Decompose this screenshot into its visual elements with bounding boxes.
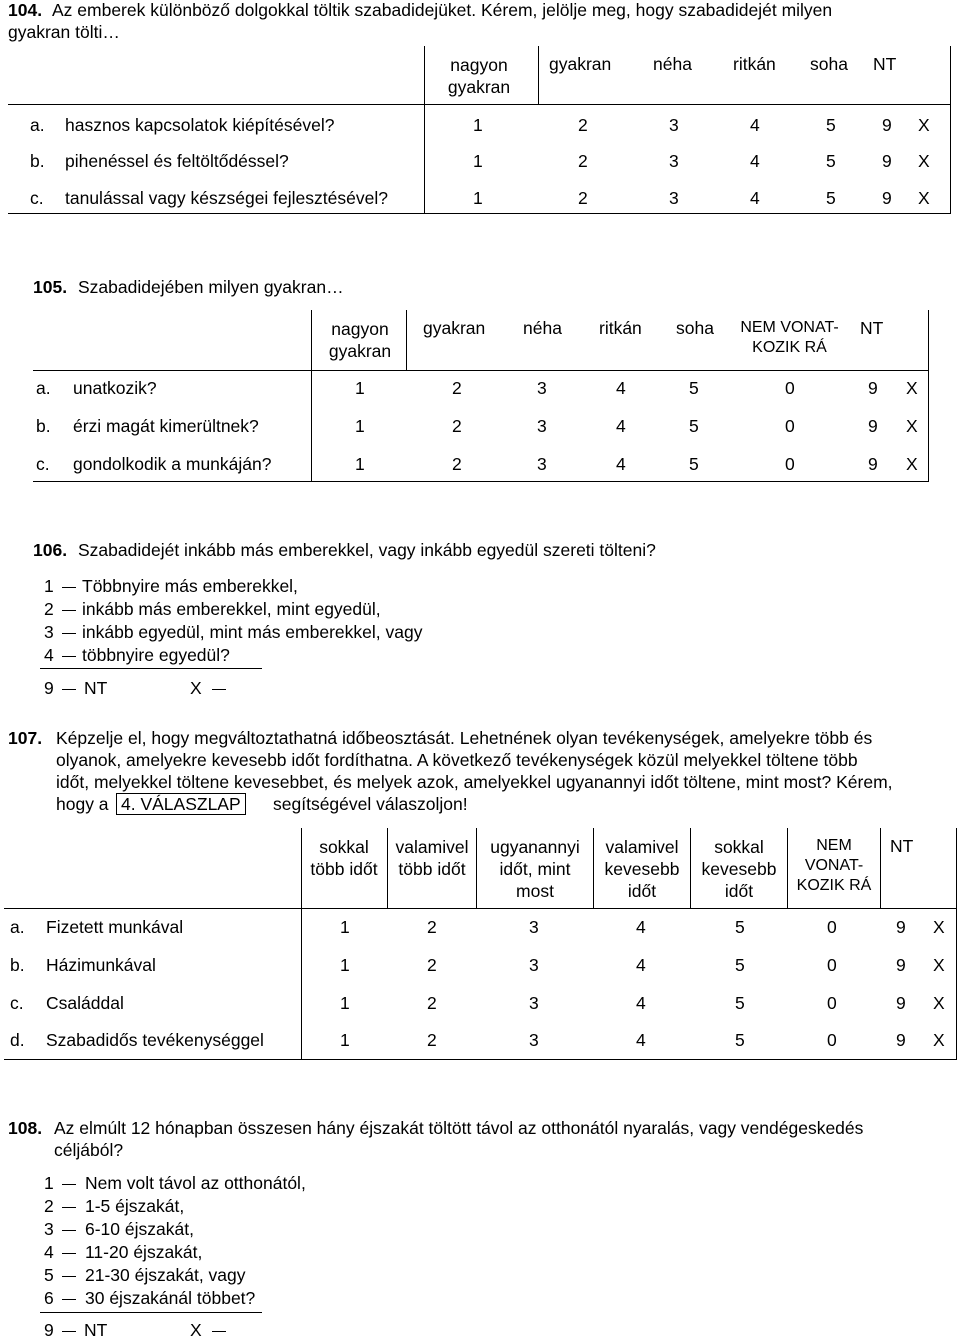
row-letter: c. bbox=[30, 188, 44, 208]
answer-code-x[interactable]: X bbox=[906, 454, 918, 474]
answer-code-9[interactable]: 9 bbox=[882, 151, 892, 171]
answer-code-x[interactable]: X bbox=[933, 917, 945, 937]
answer-code-4[interactable]: 4 bbox=[636, 917, 646, 937]
answer-code-2[interactable]: 2 bbox=[578, 188, 588, 208]
answer-code-0[interactable]: 0 bbox=[785, 454, 795, 474]
option-code[interactable]: 3 bbox=[44, 1219, 54, 1239]
option-label: inkább egyedül, mint más emberekkel, vagy bbox=[82, 622, 423, 642]
q107-number: 107. bbox=[8, 728, 43, 748]
q107-header-divider-4 bbox=[690, 828, 691, 908]
q104-bottom-rule bbox=[8, 213, 951, 214]
row-letter: c. bbox=[36, 454, 50, 474]
answer-code-3[interactable]: 3 bbox=[529, 955, 539, 975]
q104-text-line2: gyakran tölti… bbox=[8, 22, 120, 42]
row-label: érzi magát kimerültnek? bbox=[73, 416, 259, 436]
option-label: Nem volt távol az otthonától, bbox=[85, 1173, 306, 1193]
q105-header-soha: soha bbox=[676, 318, 714, 338]
answer-code-1[interactable]: 1 bbox=[340, 993, 350, 1013]
option-code[interactable]: 2 bbox=[44, 1196, 54, 1216]
row-letter: c. bbox=[10, 993, 24, 1013]
answer-code-5[interactable]: 5 bbox=[826, 188, 836, 208]
answer-code-2[interactable]: 2 bbox=[452, 416, 462, 436]
row-label: hasznos kapcsolatok kiépítésével? bbox=[65, 115, 335, 135]
q107-header-sokkal-kevesebb: sokkal kevesebb időt bbox=[701, 837, 777, 901]
answer-code-x[interactable]: X bbox=[906, 378, 918, 398]
q105-header-nem-vonatkozik: NEM VONAT-KOZIK RÁ bbox=[740, 319, 839, 356]
q105-header-ritkan: ritkán bbox=[599, 318, 642, 338]
option-dash bbox=[62, 1276, 76, 1277]
row-letter: a. bbox=[30, 115, 45, 135]
q107-header-ugyanannyi: ugyanannyi időt, mint most bbox=[490, 837, 580, 901]
answer-code-1[interactable]: 1 bbox=[473, 115, 483, 135]
option-code[interactable]: 1 bbox=[44, 1173, 54, 1193]
answer-code-3[interactable]: 3 bbox=[529, 917, 539, 937]
row-label: Családdal bbox=[46, 993, 124, 1013]
q104-header-nt: NT bbox=[873, 54, 897, 74]
row-letter: a. bbox=[10, 917, 25, 937]
answer-code-9[interactable]: 9 bbox=[896, 955, 906, 975]
footer-code-nt[interactable]: NT bbox=[84, 678, 108, 698]
q107-header-nt: NT bbox=[890, 836, 914, 856]
answer-code-x[interactable]: X bbox=[933, 955, 945, 975]
q104-header-nagyon-gyakran: nagyon gyakran bbox=[447, 55, 511, 97]
q107-grid-right bbox=[956, 828, 957, 1060]
option-dash bbox=[62, 1331, 76, 1332]
q104-header-ritkan: ritkán bbox=[733, 54, 776, 74]
answer-code-9[interactable]: 9 bbox=[896, 993, 906, 1013]
answer-code-4[interactable]: 4 bbox=[750, 115, 760, 135]
q107-header-nem-vonatkozik: NEM VONAT-KOZIK RÁ bbox=[796, 837, 872, 894]
footer-code-x[interactable]: X bbox=[190, 1320, 202, 1340]
q107-header-sokkal-tobb: sokkal több időt bbox=[310, 837, 378, 879]
q105-grid-left bbox=[311, 310, 312, 482]
answer-code-5[interactable]: 5 bbox=[689, 416, 699, 436]
option-code[interactable]: 3 bbox=[44, 622, 54, 642]
answer-code-0[interactable]: 0 bbox=[785, 416, 795, 436]
q108-options-rule bbox=[40, 1312, 262, 1313]
answer-code-2[interactable]: 2 bbox=[427, 993, 437, 1013]
option-dash bbox=[62, 1184, 76, 1185]
q107-header-valamivel-tobb: valamivel több időt bbox=[395, 837, 469, 879]
answer-code-x[interactable]: X bbox=[918, 188, 930, 208]
answer-code-5[interactable]: 5 bbox=[735, 917, 745, 937]
answer-code-3[interactable]: 3 bbox=[537, 416, 547, 436]
q107-grid-left bbox=[301, 828, 302, 1060]
q108-number: 108. bbox=[8, 1118, 43, 1138]
q104-grid-right bbox=[950, 46, 951, 214]
row-label: Szabadidős tevékenységgel bbox=[46, 1030, 264, 1050]
row-label: Fizetett munkával bbox=[46, 917, 184, 937]
q107-text-pre: hogy a bbox=[56, 794, 109, 814]
answer-code-9[interactable]: 9 bbox=[868, 416, 878, 436]
answer-code-3[interactable]: 3 bbox=[669, 115, 679, 135]
answer-code-9[interactable]: 9 bbox=[882, 115, 892, 135]
answer-code-5[interactable]: 5 bbox=[735, 955, 745, 975]
option-label: 1-5 éjszakát, bbox=[85, 1196, 185, 1216]
q107-header-divider-2 bbox=[476, 828, 477, 908]
answer-code-5[interactable]: 5 bbox=[689, 454, 699, 474]
answer-code-3[interactable]: 3 bbox=[537, 454, 547, 474]
q104-header-gyakran: gyakran bbox=[549, 54, 612, 74]
q104-header-divider bbox=[538, 46, 539, 104]
option-label: Többnyire más emberekkel, bbox=[82, 576, 298, 596]
q104-header-rule bbox=[8, 104, 951, 105]
answer-code-x[interactable]: X bbox=[933, 1030, 945, 1050]
q105-header-nagyon-gyakran: nagyon gyakran bbox=[328, 319, 392, 361]
answer-code-2[interactable]: 2 bbox=[452, 378, 462, 398]
answer-code-4[interactable]: 4 bbox=[750, 151, 760, 171]
answer-code-2[interactable]: 2 bbox=[578, 115, 588, 135]
answer-code-2[interactable]: 2 bbox=[452, 454, 462, 474]
option-label: 6-10 éjszakát, bbox=[85, 1219, 194, 1239]
option-dash bbox=[62, 610, 76, 611]
q107-text-line3: időt, melyekkel töltene kevesebbet, és melyek azok, amelyekkel ugyanannyi időt töltene, mint most? Kérem, bbox=[56, 772, 893, 792]
q108-text-line1: Az elmúlt 12 hónapban összesen hány éjszakát töltött távol az otthonától nyaralás, vagy vendégeskedés bbox=[54, 1118, 864, 1138]
answer-code-5[interactable]: 5 bbox=[735, 1030, 745, 1050]
answer-code-3[interactable]: 3 bbox=[669, 151, 679, 171]
option-dash bbox=[62, 1230, 76, 1231]
option-dash bbox=[62, 1299, 76, 1300]
row-letter: d. bbox=[10, 1030, 25, 1050]
q105-header-nt: NT bbox=[860, 318, 884, 338]
q105-number: 105. bbox=[33, 277, 68, 297]
option-dash bbox=[62, 633, 76, 634]
answer-code-4[interactable]: 4 bbox=[616, 416, 626, 436]
row-label: tanulással vagy készségei fejlesztésével? bbox=[65, 188, 388, 208]
answer-code-0[interactable]: 0 bbox=[827, 993, 837, 1013]
answer-code-3[interactable]: 3 bbox=[669, 188, 679, 208]
q107-header-divider-3 bbox=[593, 828, 594, 908]
q107-text-post: segítségével válaszoljon! bbox=[273, 794, 468, 814]
answer-code-4[interactable]: 4 bbox=[636, 993, 646, 1013]
q108-text-line2: céljából? bbox=[54, 1140, 124, 1160]
row-label: gondolkodik a munkáján? bbox=[73, 454, 272, 474]
q105-header-rule bbox=[33, 370, 929, 371]
option-dash bbox=[62, 656, 76, 657]
answer-code-5[interactable]: 5 bbox=[826, 151, 836, 171]
q107-header-divider-6 bbox=[880, 828, 881, 908]
answer-code-5[interactable]: 5 bbox=[826, 115, 836, 135]
answer-code-1[interactable]: 1 bbox=[473, 151, 483, 171]
q106-number: 106. bbox=[33, 540, 68, 560]
q104-header-neha: néha bbox=[653, 54, 692, 74]
row-label: unatkozik? bbox=[73, 378, 157, 398]
q107-text-line1: Képzelje el, hogy megváltoztathatná időbeosztását. Lehetnének olyan tevékenységek, amelyekre több és bbox=[56, 728, 873, 748]
answer-code-9[interactable]: 9 bbox=[868, 378, 878, 398]
answer-code-4[interactable]: 4 bbox=[616, 454, 626, 474]
q107-header-valamivel-kevesebb: valamivel kevesebb időt bbox=[604, 837, 680, 901]
q104-number: 104. bbox=[8, 0, 43, 20]
row-letter: b. bbox=[10, 955, 25, 975]
row-letter: b. bbox=[30, 151, 45, 171]
answer-code-2[interactable]: 2 bbox=[578, 151, 588, 171]
q106-text: Szabadidejét inkább más emberekkel, vagy inkább egyedül szereti tölteni? bbox=[78, 540, 656, 560]
row-letter: b. bbox=[36, 416, 51, 436]
option-code[interactable]: 6 bbox=[44, 1288, 54, 1308]
answer-code-1[interactable]: 1 bbox=[355, 454, 365, 474]
answer-code-0[interactable]: 0 bbox=[827, 955, 837, 975]
q107-answer-sheet-box: 4. VÁLASZLAP bbox=[116, 793, 246, 815]
answer-code-x[interactable]: X bbox=[918, 115, 930, 135]
option-code[interactable]: 1 bbox=[44, 576, 54, 596]
option-code[interactable]: 4 bbox=[44, 645, 54, 665]
answer-code-4[interactable]: 4 bbox=[636, 1030, 646, 1050]
answer-code-1[interactable]: 1 bbox=[340, 1030, 350, 1050]
answer-code-1[interactable]: 1 bbox=[340, 917, 350, 937]
q107-text-line2: olyanok, amelyekre kevesebb időt fordíthatna. A következő tevékenységek közül melyekkel töltene több bbox=[56, 750, 858, 770]
q104-header-soha: soha bbox=[810, 54, 848, 74]
row-letter: a. bbox=[36, 378, 51, 398]
answer-code-0[interactable]: 0 bbox=[785, 378, 795, 398]
q107-header-divider-1 bbox=[387, 828, 388, 908]
row-label: Házimunkával bbox=[46, 955, 156, 975]
option-label: inkább más emberekkel, mint egyedül, bbox=[82, 599, 381, 619]
option-label: 30 éjszakánál többet? bbox=[85, 1288, 256, 1308]
answer-code-9[interactable]: 9 bbox=[882, 188, 892, 208]
footer-code-9[interactable]: 9 bbox=[44, 678, 54, 698]
option-code[interactable]: 5 bbox=[44, 1265, 54, 1285]
answer-code-1[interactable]: 1 bbox=[355, 416, 365, 436]
answer-code-4[interactable]: 4 bbox=[750, 188, 760, 208]
q105-header-divider bbox=[406, 310, 407, 370]
option-dash bbox=[62, 1207, 76, 1208]
q107-bottom-rule bbox=[4, 1059, 957, 1060]
answer-code-x[interactable]: X bbox=[933, 993, 945, 1013]
answer-code-5[interactable]: 5 bbox=[689, 378, 699, 398]
answer-code-3[interactable]: 3 bbox=[529, 993, 539, 1013]
answer-code-9[interactable]: 9 bbox=[896, 1030, 906, 1050]
q107-header-rule bbox=[4, 908, 957, 909]
answer-code-9[interactable]: 9 bbox=[868, 454, 878, 474]
answer-code-1[interactable]: 1 bbox=[340, 955, 350, 975]
footer-code-9[interactable]: 9 bbox=[44, 1320, 54, 1340]
q105-header-gyakran: gyakran bbox=[423, 318, 486, 338]
q105-header-neha: néha bbox=[523, 318, 562, 338]
q106-options-rule bbox=[40, 668, 262, 669]
answer-code-0[interactable]: 0 bbox=[827, 917, 837, 937]
q104-grid-left bbox=[424, 46, 425, 214]
answer-code-1[interactable]: 1 bbox=[473, 188, 483, 208]
answer-code-2[interactable]: 2 bbox=[427, 955, 437, 975]
answer-code-2[interactable]: 2 bbox=[427, 1030, 437, 1050]
option-dash bbox=[212, 1331, 226, 1332]
answer-code-0[interactable]: 0 bbox=[827, 1030, 837, 1050]
answer-code-2[interactable]: 2 bbox=[427, 917, 437, 937]
answer-code-1[interactable]: 1 bbox=[355, 378, 365, 398]
option-code[interactable]: 2 bbox=[44, 599, 54, 619]
q104-text-line1: Az emberek különböző dolgokkal töltik szabadidejüket. Kérem, jelölje meg, hogy szabadidejét milyen bbox=[52, 0, 833, 20]
footer-code-nt[interactable]: NT bbox=[84, 1320, 108, 1340]
answer-code-x[interactable]: X bbox=[918, 151, 930, 171]
option-label: 11-20 éjszakát, bbox=[85, 1242, 203, 1262]
answer-code-3[interactable]: 3 bbox=[537, 378, 547, 398]
q107-header-divider-5 bbox=[787, 828, 788, 908]
q105-bottom-rule bbox=[33, 481, 929, 482]
option-code[interactable]: 4 bbox=[44, 1242, 54, 1262]
q105-grid-right bbox=[928, 310, 929, 482]
option-label: többnyire egyedül? bbox=[82, 645, 230, 665]
answer-code-x[interactable]: X bbox=[906, 416, 918, 436]
option-dash bbox=[62, 1253, 76, 1254]
answer-code-5[interactable]: 5 bbox=[735, 993, 745, 1013]
footer-code-x[interactable]: X bbox=[190, 678, 202, 698]
answer-code-4[interactable]: 4 bbox=[636, 955, 646, 975]
option-label: 21-30 éjszakát, vagy bbox=[85, 1265, 246, 1285]
answer-code-9[interactable]: 9 bbox=[896, 917, 906, 937]
q105-text: Szabadidejében milyen gyakran… bbox=[78, 277, 344, 297]
option-dash bbox=[212, 689, 226, 690]
answer-code-4[interactable]: 4 bbox=[616, 378, 626, 398]
answer-code-3[interactable]: 3 bbox=[529, 1030, 539, 1050]
row-label: pihenéssel és feltöltődéssel? bbox=[65, 151, 289, 171]
option-dash bbox=[62, 587, 76, 588]
option-dash bbox=[62, 689, 76, 690]
